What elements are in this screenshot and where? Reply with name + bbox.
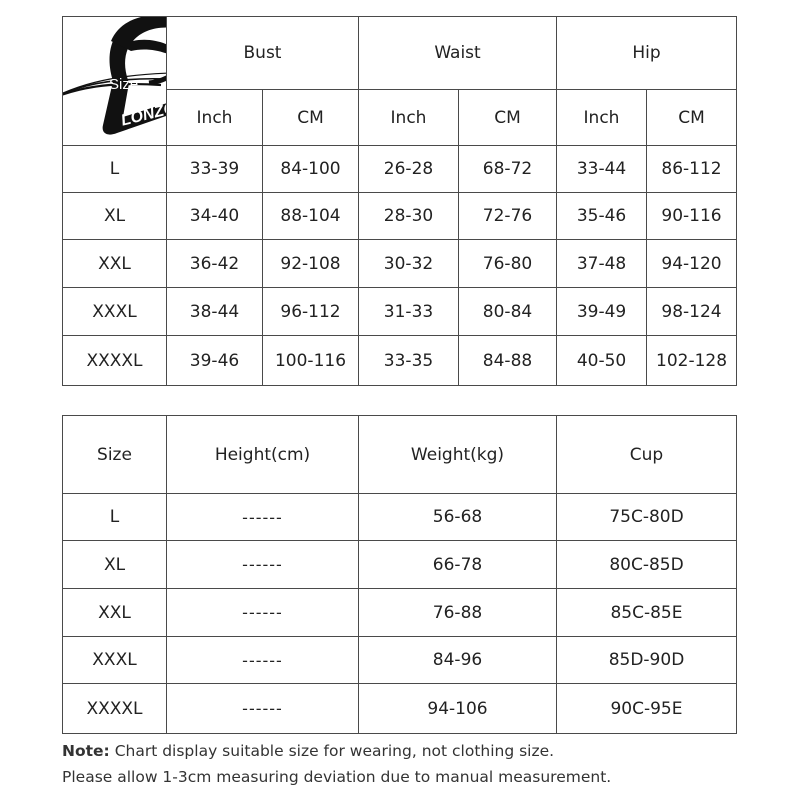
logo-size-text: Size [109,76,139,93]
table-row [63,240,737,288]
height-cell: ------ [167,684,359,734]
cup-cell: 85D-90D [557,637,737,684]
bust-inch-cell: 36-42 [167,240,263,288]
size-cell: XXL [63,240,167,288]
table-row [63,146,737,193]
note-line-1 [62,742,554,760]
header-size: Size [63,416,167,494]
cup-cell: 75C-80D [557,494,737,541]
size-cell: L [63,494,167,541]
table-row [63,288,737,336]
bust-cm-cell: 92-108 [263,240,359,288]
hip-inch-cell: 35-46 [557,193,647,240]
hip-cm-cell: 90-116 [647,193,737,240]
waist-inch-cell: 31-33 [359,288,459,336]
weight-cell: 66-78 [359,541,557,589]
waist-inch-cell: 28-30 [359,193,459,240]
hip-inch-cell: 39-49 [557,288,647,336]
logo-cell [63,17,178,146]
height-cell: ------ [167,541,359,589]
hip-cm-cell: 102-128 [647,336,737,386]
table-row [63,589,737,637]
hip-cm-cell: 94-120 [647,240,737,288]
unit-hip-cm: CM [647,90,737,146]
unit-waist-cm: CM [459,90,557,146]
bust-cm-cell: 100-116 [263,336,359,386]
height-cell: ------ [167,494,359,541]
header-waist: Waist [359,17,557,90]
unit-bust-inch: Inch [167,90,263,146]
table-row [63,637,737,684]
header-cup: Cup [557,416,737,494]
cup-cell: 90C-95E [557,684,737,734]
waist-inch-cell: 33-35 [359,336,459,386]
header-weight: Weight(kg) [359,416,557,494]
height-cell: ------ [167,637,359,684]
waist-inch-cell: 30-32 [359,240,459,288]
size-cell: XXXXL [63,684,167,734]
size-cell: XL [63,541,167,589]
bust-inch-cell: 34-40 [167,193,263,240]
bust-inch-cell: 38-44 [167,288,263,336]
size-cell: XXXXL [63,336,167,386]
table-row [63,494,737,541]
size-cell: XXXL [63,637,167,684]
cup-cell: 85C-85E [557,589,737,637]
waist-cm-cell: 76-80 [459,240,557,288]
size-cell: XXXL [63,288,167,336]
header-height: Height(cm) [167,416,359,494]
note-text-2: Please allow 1-3cm measuring deviation due to manual measurement. [62,768,612,786]
unit-bust-cm: CM [263,90,359,146]
height-cell: ------ [167,589,359,637]
table-row [63,541,737,589]
size-cell: XL [63,193,167,240]
unit-waist-inch: Inch [359,90,459,146]
lonzo-logo [63,17,178,146]
hip-cm-cell: 98-124 [647,288,737,336]
table-row [63,684,737,734]
header-hip: Hip [557,17,737,90]
waist-inch-cell: 26-28 [359,146,459,193]
size-cell: L [63,146,167,193]
bust-inch-cell: 39-46 [167,336,263,386]
note-line-2 [62,768,611,786]
hip-inch-cell: 40-50 [557,336,647,386]
bust-cm-cell: 88-104 [263,193,359,240]
waist-cm-cell: 68-72 [459,146,557,193]
size-cell: XXL [63,589,167,637]
bust-cm-cell: 96-112 [263,288,359,336]
bust-inch-cell: 33-39 [167,146,263,193]
table-row [63,336,737,386]
waist-cm-cell: 84-88 [459,336,557,386]
waist-cm-cell: 72-76 [459,193,557,240]
weight-cell: 76-88 [359,589,557,637]
table-row [63,193,737,240]
waist-cm-cell: 80-84 [459,288,557,336]
unit-hip-inch: Inch [557,90,647,146]
hip-cm-cell: 86-112 [647,146,737,193]
weight-cell: 94-106 [359,684,557,734]
hip-inch-cell: 33-44 [557,146,647,193]
note-label: Note: [62,742,110,760]
note-text-1: Chart display suitable size for wearing, not clothing size. [114,742,555,760]
weight-cell: 56-68 [359,494,557,541]
cup-cell: 80C-85D [557,541,737,589]
weight-cell: 84-96 [359,637,557,684]
size-guide-table [62,415,737,734]
header-bust: Bust [167,17,359,90]
measurement-table [62,16,737,386]
logo-brand-text: LONZO [119,99,178,130]
bust-cm-cell: 84-100 [263,146,359,193]
hip-inch-cell: 37-48 [557,240,647,288]
